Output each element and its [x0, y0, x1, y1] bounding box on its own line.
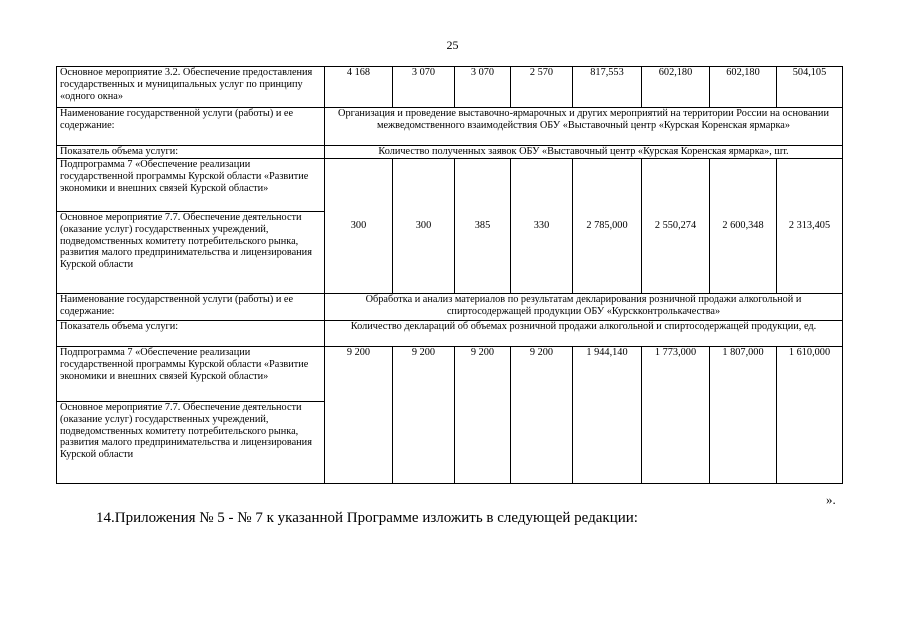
closing-quote: ».	[826, 492, 836, 507]
value-cell: 1 944,140	[573, 347, 642, 484]
value-cell: 602,180	[710, 67, 777, 108]
value-cell: 3 070	[393, 67, 455, 108]
value-cell: 2 785,000	[573, 159, 642, 294]
value-cell: 300	[393, 159, 455, 294]
value-cell: 1 610,000	[777, 347, 843, 484]
value-cell: 2 600,348	[710, 159, 777, 294]
activity-3-2-cell: Основное мероприятие 3.2. Обеспечение предоставления государственных и муниципальных услуг по принципу «одного окна»	[57, 67, 325, 108]
value-cell: 1 773,000	[642, 347, 710, 484]
service-name-text: Обработка и анализ материалов по результатам декларирования розничной продажи алкогольной и спиртосодержащей продукции ОБУ «Курскконтролькачества»	[325, 294, 843, 321]
page-number: 25	[446, 38, 459, 52]
paragraph-14: 14.Приложения № 5 - № 7 к указанной Программе изложить в следующей редакции:	[96, 510, 638, 526]
services-table	[56, 66, 843, 484]
indicator-label: Показатель объема услуги:	[57, 321, 325, 347]
value-cell: 2 570	[511, 67, 573, 108]
value-cell: 817,553	[573, 67, 642, 108]
table-row	[57, 294, 843, 321]
table-row	[57, 108, 843, 146]
value-cell: 9 200	[511, 347, 573, 484]
value-cell: 2 313,405	[777, 159, 843, 294]
value-cell: 4 168	[325, 67, 393, 108]
table-row	[57, 159, 843, 212]
value-cell: 2 550,274	[642, 159, 710, 294]
value-cell: 9 200	[455, 347, 511, 484]
value-cell: 300	[325, 159, 393, 294]
service-name-text: Организация и проведение выставочно-ярмарочных и других мероприятий на территории России на основании межведомственного взаимодействия ОБУ «Выставочный центр «Курская Коренская ярмарка»	[325, 108, 843, 146]
value-cell: 1 807,000	[710, 347, 777, 484]
value-cell: 9 200	[325, 347, 393, 484]
table-row	[57, 146, 843, 159]
subprogram-7-cell: Подпрограмма 7 «Обеспечение реализации государственной программы Курской области «Развитие экономики и внешних связей Курской области»	[57, 159, 325, 212]
value-cell: 385	[455, 159, 511, 294]
value-cell: 9 200	[393, 347, 455, 484]
subprogram-7-cell: Подпрограмма 7 «Обеспечение реализации государственной программы Курской области «Развитие экономики и внешних связей Курской области»	[57, 347, 325, 402]
activity-7-7-cell: Основное мероприятие 7.7. Обеспечение деятельности (оказание услуг) государственных учреждений, подведомственных комитету потребительского рынка, развития малого предпринимательства и лицензирования Курской области	[57, 212, 325, 294]
value-cell: 3 070	[455, 67, 511, 108]
value-cell: 504,105	[777, 67, 843, 108]
indicator-text: Количество полученных заявок ОБУ «Выставочный центр «Курская Коренская ярмарка», шт.	[325, 146, 843, 159]
activity-7-7-cell: Основное мероприятие 7.7. Обеспечение деятельности (оказание услуг) государственных учреждений, подведомственных комитету потребительского рынка, развития малого предпринимательства и лицензирования Курской области	[57, 402, 325, 484]
service-name-label: Наименование государственной услуги (работы) и ее содержание:	[57, 108, 325, 146]
value-cell: 330	[511, 159, 573, 294]
table-row	[57, 347, 843, 402]
table-row	[57, 321, 843, 347]
value-cell: 602,180	[642, 67, 710, 108]
table-row	[57, 67, 843, 108]
indicator-text: Количество деклараций об объемах розничной продажи алкогольной и спиртосодержащей продукции, ед.	[325, 321, 843, 347]
indicator-label: Показатель объема услуги:	[57, 146, 325, 159]
service-name-label: Наименование государственной услуги (работы) и ее содержание:	[57, 294, 325, 321]
